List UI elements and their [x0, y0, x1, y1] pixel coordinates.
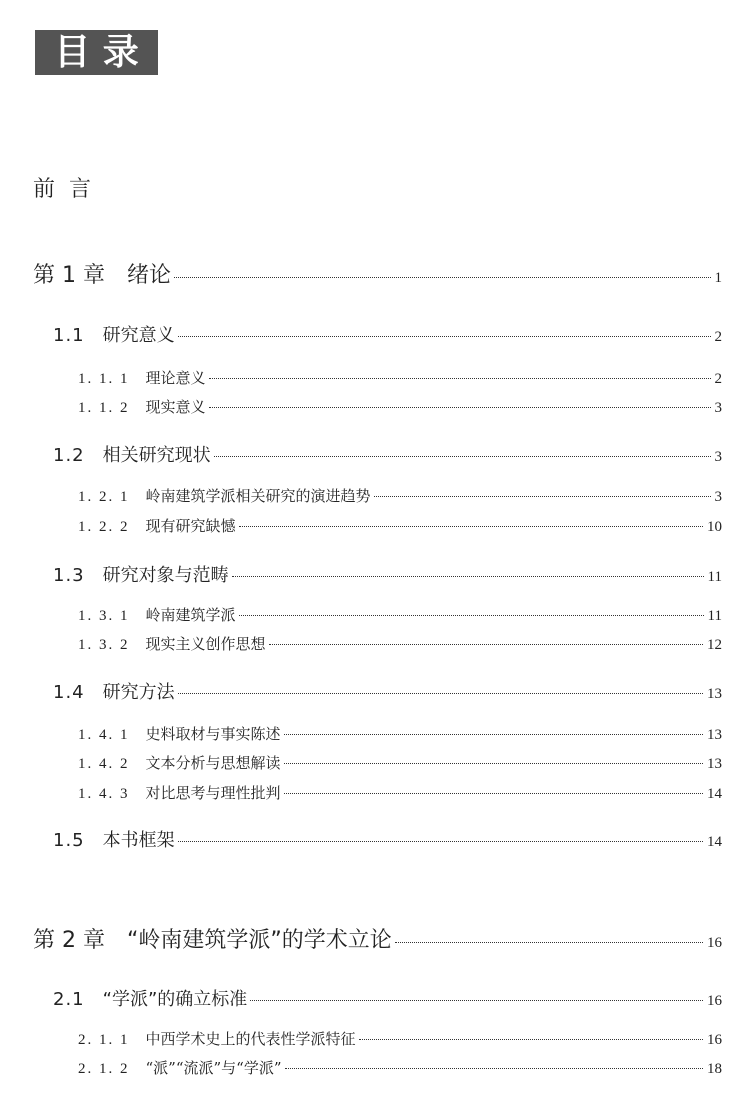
toc-entry-title: 研究对象与范畴: [102, 565, 229, 586]
dot-leader: [284, 793, 703, 794]
toc-entry-number: 1. 1. 1: [78, 371, 130, 387]
toc-entry-page: 18: [707, 1061, 722, 1077]
preface-entry[interactable]: 前言: [33, 177, 106, 202]
toc-entry-number: 第 1 章: [33, 263, 105, 288]
dot-leader: [284, 734, 703, 735]
toc-entry-page: 13: [707, 756, 722, 772]
toc-entry-page: 3: [714, 400, 722, 416]
toc-entry-page: 12: [707, 637, 722, 653]
dot-leader: [178, 336, 711, 337]
toc-entry-title: 研究方法: [102, 682, 175, 703]
toc-entry-number: 2. 1. 2: [78, 1061, 130, 1077]
dot-leader: [395, 942, 703, 943]
toc-entry-title: “岭南建筑学派”的学术立论: [126, 928, 392, 953]
toc-entry-number: 1.5: [53, 830, 85, 851]
toc-entry-number: 1.1: [53, 325, 85, 346]
toc-sub-entry[interactable]: [78, 723, 722, 744]
toc-entry-page: 14: [707, 834, 722, 850]
toc-entry-number: 1.3: [53, 565, 85, 586]
toc-entry-title: 现有研究缺憾: [145, 517, 236, 535]
toc-sub-entry[interactable]: [78, 782, 722, 803]
toc-entry-title: 本书框架: [102, 830, 175, 851]
toc-section-entry[interactable]: [53, 561, 722, 587]
toc-entry-title: 对比思考与理性批判: [145, 784, 281, 802]
toc-entry-page: 10: [707, 519, 722, 535]
dot-leader: [239, 615, 704, 616]
toc-sub-entry[interactable]: [78, 485, 722, 506]
toc-section-entry[interactable]: [53, 826, 722, 852]
toc-entry-number: 1. 3. 2: [78, 637, 130, 653]
toc-entry-number: 1. 4. 1: [78, 727, 130, 743]
toc-section-entry[interactable]: [53, 678, 722, 704]
toc-entry-number: 2. 1. 1: [78, 1032, 130, 1048]
dot-leader: [209, 407, 711, 408]
dot-leader: [239, 526, 703, 527]
dot-leader: [374, 496, 711, 497]
toc-entry-title: 岭南建筑学派相关研究的演进趋势: [145, 487, 371, 505]
dot-leader: [209, 378, 711, 379]
toc-entry-number: 1. 2. 1: [78, 489, 130, 505]
toc-entry-number: 第 2 章: [33, 928, 105, 953]
toc-title: 目 录: [35, 30, 158, 75]
toc-entry-page: 1: [714, 270, 722, 286]
toc-entry-number: 1. 4. 3: [78, 786, 130, 802]
toc-sub-entry[interactable]: [78, 1028, 722, 1049]
toc-sub-entry[interactable]: [78, 752, 722, 773]
toc-entry-page: 2: [714, 329, 722, 345]
toc-entry-title: “学派”的确立标准: [102, 989, 248, 1010]
dot-leader: [178, 693, 703, 694]
dot-leader: [284, 763, 703, 764]
toc-chapter-entry[interactable]: [33, 923, 722, 954]
toc-entry-title: 理论意义: [145, 369, 206, 387]
toc-entry-title: 绪论: [126, 263, 171, 288]
toc-entry-title: 中西学术史上的代表性学派特征: [145, 1030, 356, 1048]
toc-entry-page: 13: [707, 686, 722, 702]
toc-entry-title: 文本分析与思想解读: [145, 754, 281, 772]
dot-leader: [269, 644, 703, 645]
toc-entry-number: 1.2: [53, 445, 85, 466]
toc-section-entry[interactable]: [53, 441, 722, 467]
toc-sub-entry[interactable]: [78, 396, 722, 417]
toc-entry-page: 3: [714, 449, 722, 465]
toc-entry-page: 14: [707, 786, 722, 802]
toc-entry-title: 相关研究现状: [102, 445, 211, 466]
toc-entry-page: 16: [707, 993, 722, 1009]
dot-leader: [359, 1039, 703, 1040]
dot-leader: [214, 456, 711, 457]
toc-entry-title: 现实意义: [145, 398, 206, 416]
toc-entry-page: 13: [707, 727, 722, 743]
toc-entry-page: 16: [707, 1032, 722, 1048]
toc-sub-entry[interactable]: [78, 604, 722, 625]
dot-leader: [250, 1000, 703, 1001]
toc-entry-number: 1. 3. 1: [78, 608, 130, 624]
toc-entry-title: 史料取材与事实陈述: [145, 725, 281, 743]
toc-chapter-entry[interactable]: [33, 258, 722, 289]
toc-entry-page: 3: [714, 489, 722, 505]
dot-leader: [285, 1068, 703, 1069]
toc-sub-entry[interactable]: [78, 515, 722, 536]
toc-entry-number: 1. 1. 2: [78, 400, 130, 416]
toc-section-entry[interactable]: [53, 321, 722, 347]
toc-entry-number: 2.1: [53, 989, 85, 1010]
toc-entry-page: 11: [707, 569, 722, 585]
toc-entry-title: 研究意义: [102, 325, 175, 346]
toc-entry-page: 11: [707, 608, 722, 624]
toc-entry-number: 1.4: [53, 682, 85, 703]
toc-section-entry[interactable]: [53, 985, 722, 1011]
dot-leader: [174, 277, 711, 278]
toc-entry-number: 1. 2. 2: [78, 519, 130, 535]
toc-sub-entry[interactable]: [78, 633, 722, 654]
toc-entry-page: 2: [714, 371, 722, 387]
toc-entry-title: 岭南建筑学派: [145, 606, 236, 624]
toc-sub-entry[interactable]: [78, 367, 722, 388]
toc-entry-title: 现实主义创作思想: [145, 635, 266, 653]
toc-sub-entry[interactable]: [78, 1057, 722, 1078]
toc-entry-title: “派”“流派”与“学派”: [145, 1059, 282, 1077]
dot-leader: [232, 576, 704, 577]
dot-leader: [178, 841, 703, 842]
toc-entry-number: 1. 4. 2: [78, 756, 130, 772]
toc-entry-page: 16: [707, 935, 722, 951]
